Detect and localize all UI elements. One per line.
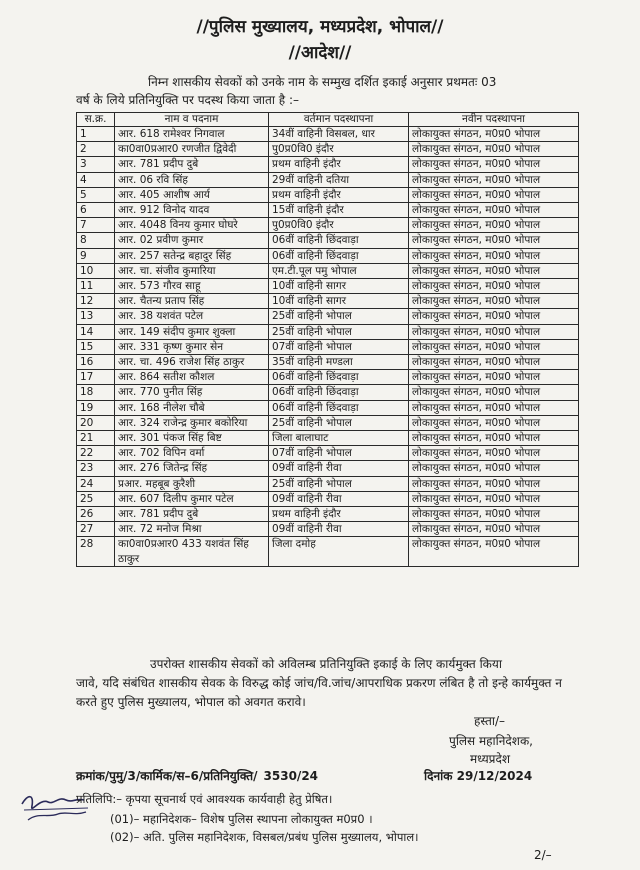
cell-new-posting: लोकायुक्त संगठन, म0प्र0 भोपाल: [409, 263, 579, 278]
cell-new-posting: लोकायुक्त संगठन, म0प्र0 भोपाल: [409, 339, 579, 354]
cell-current-posting: 09वीं वाहिनी रीवा: [269, 461, 409, 476]
copy-recipient-1: (01)– महानिदेशक– विशेष पुलिस स्थापना लोकायुक्त म0प्र0 ।: [110, 812, 373, 826]
cell-serial: 11: [77, 279, 115, 294]
cell-serial: 15: [77, 339, 115, 354]
table-row: [77, 385, 579, 400]
cell-new-posting: लोकायुक्त संगठन, म0प्र0 भोपाल: [409, 446, 579, 461]
cell-new-posting: लोकायुक्त संगठन, म0प्र0 भोपाल: [409, 370, 579, 385]
col-header-serial: स.क्र.: [77, 113, 115, 127]
table-row: [77, 203, 579, 218]
cell-name: आर. चा. संजीव कुमारिया: [115, 263, 269, 278]
cell-current-posting: पु0प्र0वि0 इंदौर: [269, 142, 409, 157]
cell-serial: 4: [77, 172, 115, 187]
cell-serial: 14: [77, 324, 115, 339]
cell-name: आर. 618 रामेश्वर निगवाल: [115, 127, 269, 142]
cell-serial: 6: [77, 203, 115, 218]
cell-serial: 25: [77, 491, 115, 506]
table-row: [77, 415, 579, 430]
table-row: [77, 187, 579, 202]
cell-new-posting: लोकायुक्त संगठन, म0प्र0 भोपाल: [409, 461, 579, 476]
cell-name: आर. 301 पंकज सिंह बिष्ट: [115, 431, 269, 446]
cell-name: आर. 781 प्रदीप दुबे: [115, 507, 269, 522]
reference-prefix: क्रमांक/पुमु/3/कार्मिक/स–6/प्रतिनियुक्ति/: [76, 769, 258, 783]
table-row: [77, 370, 579, 385]
cell-current-posting: 06वीं वाहिनी छिंदवाड़ा: [269, 233, 409, 248]
signatory-state: मध्यप्रदेश: [470, 752, 511, 766]
cell-serial: 8: [77, 233, 115, 248]
table-row: [77, 339, 579, 354]
cell-current-posting: जिला दमोह: [269, 537, 409, 566]
cell-current-posting: 34वीं वाहिनी विसबल, धार: [269, 127, 409, 142]
cell-new-posting: लोकायुक्त संगठन, म0प्र0 भोपाल: [409, 522, 579, 537]
cell-serial: 13: [77, 309, 115, 324]
cell-new-posting: लोकायुक्त संगठन, म0प्र0 भोपाल: [409, 294, 579, 309]
cell-serial: 26: [77, 507, 115, 522]
cell-name: आर. 864 सतीश कौशल: [115, 370, 269, 385]
cell-name: आर. 4048 विनय कुमार घोघरे: [115, 218, 269, 233]
cell-serial: 12: [77, 294, 115, 309]
reference-date: [424, 767, 532, 784]
cell-new-posting: लोकायुक्त संगठन, म0प्र0 भोपाल: [409, 537, 579, 566]
cell-current-posting: 06वीं वाहिनी छिंदवाड़ा: [269, 248, 409, 263]
signatory-title: पुलिस महानिदेशक,: [449, 734, 533, 748]
cell-name: आर. 72 मनोज मिश्रा: [115, 522, 269, 537]
cell-current-posting: 09वीं वाहिनी रीवा: [269, 491, 409, 506]
table-row: [77, 127, 579, 142]
cell-serial: 18: [77, 385, 115, 400]
table-row: [77, 400, 579, 415]
table-row: [77, 431, 579, 446]
cell-current-posting: 06वीं वाहिनी छिंदवाड़ा: [269, 370, 409, 385]
cell-name: आर. 149 संदीप कुमार शुक्ला: [115, 324, 269, 339]
cell-new-posting: लोकायुक्त संगठन, म0प्र0 भोपाल: [409, 142, 579, 157]
body-line-1: उपरोक्त शासकीय सेवकों को अविलम्ब प्रतिनियुक्ति इकाई के लिए कार्यमुक्त किया: [150, 657, 502, 671]
cell-current-posting: पु0प्र0वि0 इंदौर: [269, 218, 409, 233]
cell-name: का0वा0प्रआर0 433 यशवंत सिंह ठाकुर: [115, 537, 269, 566]
date-label: दिनांक: [424, 769, 453, 783]
reference-number: [76, 767, 318, 784]
cell-current-posting: प्रथम वाहिनी इंदौर: [269, 187, 409, 202]
table-row: [77, 537, 579, 566]
date-value: 29/12/2024: [456, 769, 533, 783]
table-row: [77, 355, 579, 370]
cell-new-posting: लोकायुक्त संगठन, म0प्र0 भोपाल: [409, 309, 579, 324]
cell-name: आर. 770 पुनीत सिंह: [115, 385, 269, 400]
cell-new-posting: लोकायुक्त संगठन, म0प्र0 भोपाल: [409, 203, 579, 218]
table-row: [77, 172, 579, 187]
cell-current-posting: 25वीं वाहिनी भोपाल: [269, 415, 409, 430]
col-header-name: नाम व पदनाम: [115, 113, 269, 127]
cell-current-posting: 06वीं वाहिनी छिंदवाड़ा: [269, 385, 409, 400]
cell-serial: 5: [77, 187, 115, 202]
table-row: [77, 218, 579, 233]
cell-serial: 10: [77, 263, 115, 278]
table-row: [77, 142, 579, 157]
cell-new-posting: लोकायुक्त संगठन, म0प्र0 भोपाल: [409, 431, 579, 446]
cell-new-posting: लोकायुक्त संगठन, म0प्र0 भोपाल: [409, 172, 579, 187]
cell-current-posting: जिला बालाघाट: [269, 431, 409, 446]
intro-line-1: निम्न शासकीय सेवकों को उनके नाम के सम्मुख दर्शित इकाई अनुसार प्रथमतः 03: [148, 75, 497, 89]
cell-new-posting: लोकायुक्त संगठन, म0प्र0 भोपाल: [409, 415, 579, 430]
table-row: [77, 279, 579, 294]
body-line-2: जावे, यदि संबंधित शासकीय सेवक के विरुद्ध कोई जांच/वि.जांच/आपराधिक प्रकरण लंबित है तो इन्हे कार्यमुक्त न करते हुए पुलिस मुख्यालय, भोपाल को अवगत करावे।: [76, 676, 562, 709]
table-row: [77, 476, 579, 491]
header-order: //आदेश//: [288, 43, 352, 63]
table-row: [77, 324, 579, 339]
cell-name: आर. 06 रवि सिंह: [115, 172, 269, 187]
table-row: [77, 157, 579, 172]
cell-serial: 17: [77, 370, 115, 385]
intro-line-2: वर्ष के लिये प्रतिनियुक्ति पर पदस्थ किया जाता है :–: [76, 93, 300, 107]
cell-name: आर. 331 कृष्ण कुमार सेन: [115, 339, 269, 354]
cell-serial: 27: [77, 522, 115, 537]
cell-new-posting: लोकायुक्त संगठन, म0प्र0 भोपाल: [409, 279, 579, 294]
cell-serial: 24: [77, 476, 115, 491]
table-row: [77, 263, 579, 278]
cell-name: आर. 168 नीलेश चौबे: [115, 400, 269, 415]
cell-new-posting: लोकायुक्त संगठन, म0प्र0 भोपाल: [409, 507, 579, 522]
cell-serial: 9: [77, 248, 115, 263]
cell-serial: 16: [77, 355, 115, 370]
page-number: 2/–: [534, 848, 552, 862]
cell-new-posting: लोकायुक्त संगठन, म0प्र0 भोपाल: [409, 385, 579, 400]
cell-current-posting: 35वीं वाहिनी मण्डला: [269, 355, 409, 370]
cell-name: आर. 702 विपिन वर्मा: [115, 446, 269, 461]
cell-name: आर. चैतन्य प्रताप सिंह: [115, 294, 269, 309]
cell-name: आर. 257 सतेन्द्र बहादुर सिंह: [115, 248, 269, 263]
cell-new-posting: लोकायुक्त संगठन, म0प्र0 भोपाल: [409, 233, 579, 248]
cell-current-posting: प्रथम वाहिनी इंदौर: [269, 507, 409, 522]
table-row: [77, 446, 579, 461]
cell-current-posting: 07वीं वाहिनी भोपाल: [269, 339, 409, 354]
cell-new-posting: लोकायुक्त संगठन, म0प्र0 भोपाल: [409, 476, 579, 491]
cell-new-posting: लोकायुक्त संगठन, म0प्र0 भोपाल: [409, 355, 579, 370]
cell-serial: 28: [77, 537, 115, 566]
cell-name: आर. 324 राजेन्द्र कुमार बकोरिया: [115, 415, 269, 430]
cell-serial: 21: [77, 431, 115, 446]
reference-value: 3530/24: [263, 769, 319, 783]
header-office: //पुलिस मुख्यालय, मध्यप्रदेश, भोपाल//: [196, 17, 444, 37]
copy-recipient-2: (02)– अति. पुलिस महानिदेशक, विसबल/प्रबंध पुलिस मुख्यालय, भोपाल।: [110, 830, 419, 844]
cell-new-posting: लोकायुक्त संगठन, म0प्र0 भोपाल: [409, 400, 579, 415]
cell-serial: 23: [77, 461, 115, 476]
cell-current-posting: 10वीं वाहिनी सागर: [269, 294, 409, 309]
table-row: [77, 491, 579, 506]
cell-current-posting: 15वीं वाहिनी इंदौर: [269, 203, 409, 218]
table-header-row: [77, 113, 579, 127]
cell-name: आर. 781 प्रदीप दुबे: [115, 157, 269, 172]
cell-serial: 22: [77, 446, 115, 461]
cell-name: आर. 276 जितेन्द्र सिंह: [115, 461, 269, 476]
cell-name: आर. 405 आशीष आर्य: [115, 187, 269, 202]
cell-name: आर. चा. 496 राजेश सिंह ठाकुर: [115, 355, 269, 370]
cell-new-posting: लोकायुक्त संगठन, म0प्र0 भोपाल: [409, 248, 579, 263]
table-row: [77, 294, 579, 309]
cell-serial: 3: [77, 157, 115, 172]
cell-current-posting: एम.टी.पूल पमु भोपाल: [269, 263, 409, 278]
cell-new-posting: लोकायुक्त संगठन, म0प्र0 भोपाल: [409, 491, 579, 506]
copy-intro: प्रतिलिपि:– कृपया सूचनार्थ एवं आवश्यक कार्यवाही हेतु प्रेषित।: [76, 792, 333, 806]
cell-new-posting: लोकायुक्त संगठन, म0प्र0 भोपाल: [409, 187, 579, 202]
cell-current-posting: 25वीं वाहिनी भोपाल: [269, 476, 409, 491]
cell-current-posting: 29वीं वाहिनी दतिया: [269, 172, 409, 187]
cell-current-posting: 10वीं वाहिनी सागर: [269, 279, 409, 294]
table-row: [77, 248, 579, 263]
table-row: [77, 309, 579, 324]
cell-serial: 1: [77, 127, 115, 142]
table-row: [77, 522, 579, 537]
cell-current-posting: प्रथम वाहिनी इंदौर: [269, 157, 409, 172]
cell-serial: 19: [77, 400, 115, 415]
cell-new-posting: लोकायुक्त संगठन, म0प्र0 भोपाल: [409, 324, 579, 339]
cell-new-posting: लोकायुक्त संगठन, म0प्र0 भोपाल: [409, 218, 579, 233]
table-row: [77, 461, 579, 476]
cell-serial: 2: [77, 142, 115, 157]
cell-current-posting: 07वीं वाहिनी भोपाल: [269, 446, 409, 461]
cell-current-posting: 09वीं वाहिनी रीवा: [269, 522, 409, 537]
col-header-new-posting: नवीन पदस्थापना: [409, 113, 579, 127]
cell-current-posting: 25वीं वाहिनी भोपाल: [269, 309, 409, 324]
cell-name: आर. 38 यशवंत पटेल: [115, 309, 269, 324]
table-row: [77, 507, 579, 522]
posting-table: [76, 112, 579, 567]
col-header-current-posting: वर्तमान पदस्थापना: [269, 113, 409, 127]
cell-current-posting: 06वीं वाहिनी छिंदवाड़ा: [269, 400, 409, 415]
cell-name: आर. 573 गौरव साहू: [115, 279, 269, 294]
cell-name: का0वा0प्रआर0 रणजीत द्विवेदी: [115, 142, 269, 157]
cell-serial: 7: [77, 218, 115, 233]
table-row: [77, 233, 579, 248]
cell-current-posting: 25वीं वाहिनी भोपाल: [269, 324, 409, 339]
cell-name: प्रआर. महबूब कुरैशी: [115, 476, 269, 491]
cell-name: आर. 912 विनोद यादव: [115, 203, 269, 218]
cell-serial: 20: [77, 415, 115, 430]
cell-name: आर. 02 प्रवीण कुमार: [115, 233, 269, 248]
signature-mark: हस्ता/–: [474, 714, 506, 728]
cell-new-posting: लोकायुक्त संगठन, म0प्र0 भोपाल: [409, 157, 579, 172]
cell-new-posting: लोकायुक्त संगठन, म0प्र0 भोपाल: [409, 127, 579, 142]
cell-name: आर. 607 दिलीप कुमार पटेल: [115, 491, 269, 506]
